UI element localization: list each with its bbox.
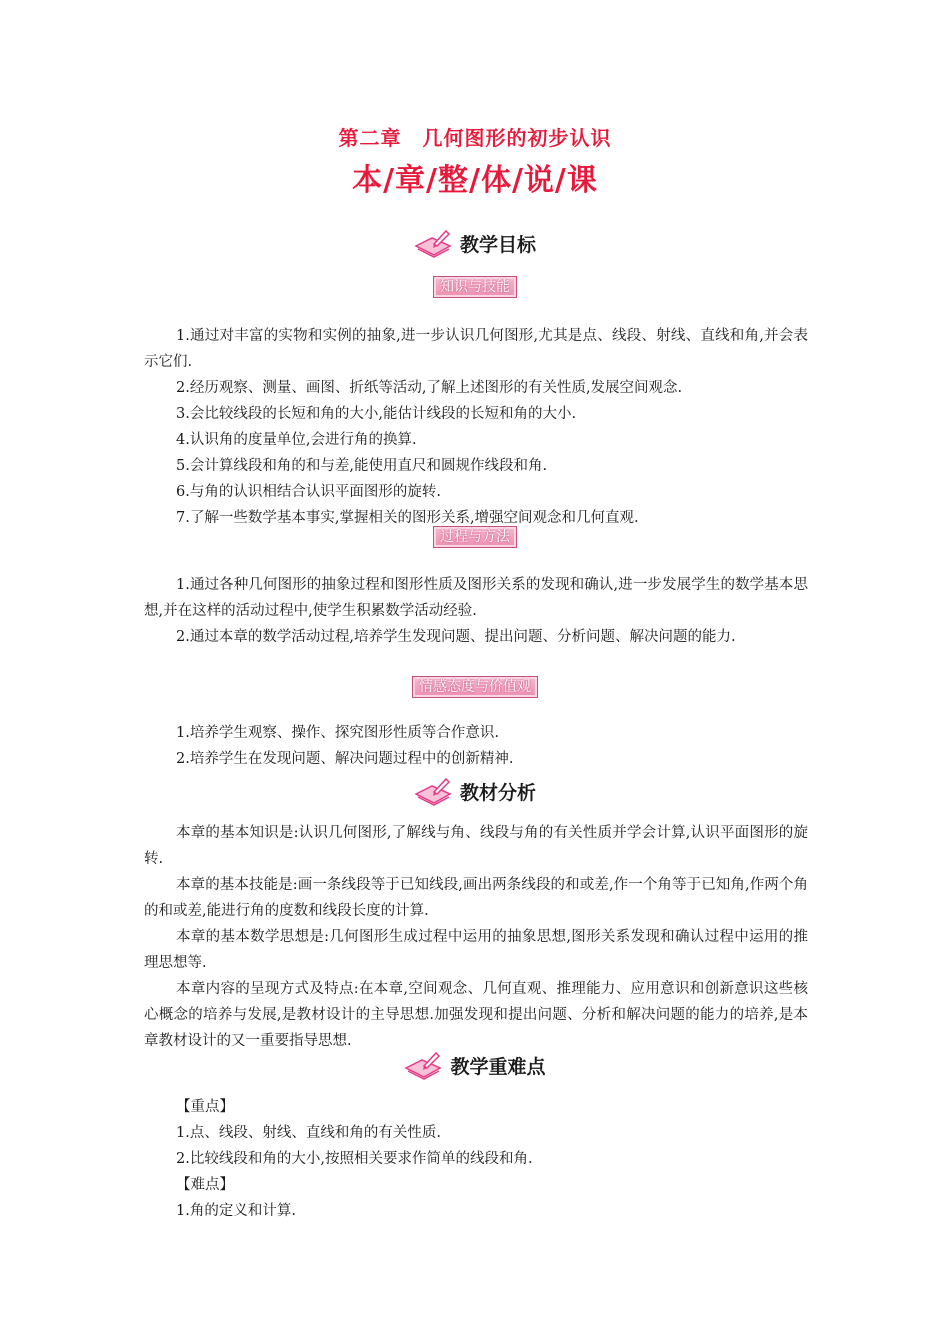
- attitude-list: [144, 720, 808, 772]
- list-item: 2.经历观察、测量、画图、折纸等活动,了解上述图形的有关性质,发展空间观念.: [176, 380, 683, 396]
- important-label: 【重点】: [176, 1099, 234, 1115]
- section-heading-label: 教学目标: [459, 233, 536, 256]
- analysis-list: [144, 820, 808, 1054]
- list-item: 4.认识角的度量单位,会进行角的换算.: [176, 432, 417, 448]
- list-item: 2.通过本章的数学活动过程,培养学生发现问题、提出问题、分析问题、解决问题的能力.: [176, 629, 736, 645]
- knowledge-list: [144, 323, 808, 531]
- book-pen-icon: [414, 228, 452, 258]
- list-item: 1.培养学生观察、操作、探究图形性质等合作意识.: [176, 725, 499, 741]
- list-item: 7.了解一些数学基本事实,掌握相关的图形关系,增强空间观念和几何直观.: [176, 510, 639, 526]
- book-pen-icon: [414, 776, 452, 806]
- section-heading-key-points: [0, 1050, 950, 1086]
- section-heading-label: 教材分析: [459, 781, 536, 804]
- key-points-list: [144, 1094, 808, 1224]
- list-item: 本章的基本数学思想是:几何图形生成过程中运用的抽象思想,图形关系发现和确认过程中运用的推理思想等.: [144, 929, 808, 971]
- list-item: 1.角的定义和计算.: [176, 1203, 296, 1219]
- section-heading-analysis: [0, 776, 950, 812]
- difficult-label: 【难点】: [176, 1177, 234, 1193]
- page-title: 本/章/整/体/说/课: [352, 163, 598, 198]
- list-item: 2.比较线段和角的大小,按照相关要求作简单的线段和角.: [176, 1151, 533, 1167]
- process-list: [144, 572, 808, 650]
- list-item: 5.会计算线段和角的和与差,能使用直尺和圆规作线段和角.: [176, 458, 548, 474]
- subsection-tag-knowledge: 知识与技能: [0, 276, 950, 298]
- subsection-tag-process: 过程与方法: [0, 526, 950, 548]
- chapter-title: 第二章 几何图形的初步认识: [338, 126, 612, 150]
- list-item: 6.与角的认识相结合认识平面图形的旋转.: [176, 484, 441, 500]
- list-item: 本章内容的呈现方式及特点:在本章,空间观念、几何直观、推理能力、应用意识和创新意识这些核心概念的培养与发展,是教材设计的主导思想.加强发现和提出问题、分析和解决问题的能力的培养,是本章教材设计的又一重要指导思想.: [144, 981, 808, 1049]
- list-item: 本章的基本知识是:认识几何图形,了解线与角、线段与角的有关性质并学会计算,认识平面图形的旋转.: [144, 825, 808, 867]
- list-item: 2.培养学生在发现问题、解决问题过程中的创新精神.: [176, 751, 514, 767]
- list-item: 本章的基本技能是:画一条线段等于已知线段,画出两条线段的和或差,作一个角等于已知角,作两个角的和或差,能进行角的度数和线段长度的计算.: [144, 877, 808, 919]
- list-item: 1.通过对丰富的实物和实例的抽象,进一步认识几何图形,尤其是点、线段、射线、直线和角,并会表示它们.: [144, 328, 808, 370]
- list-item: 1.点、线段、射线、直线和角的有关性质.: [176, 1125, 441, 1141]
- list-item: 1.通过各种几何图形的抽象过程和图形性质及图形关系的发现和确认,进一步发展学生的数学基本思想,并在这样的活动过程中,使学生积累数学活动经验.: [144, 577, 808, 619]
- section-heading-objectives: [0, 228, 950, 264]
- section-heading-label: 教学重难点: [450, 1055, 546, 1078]
- subsection-tag-attitude: 情感态度与价值观: [0, 676, 950, 698]
- list-item: 3.会比较线段的长短和角的大小,能估计线段的长短和角的大小.: [176, 406, 577, 422]
- book-pen-icon: [404, 1050, 442, 1080]
